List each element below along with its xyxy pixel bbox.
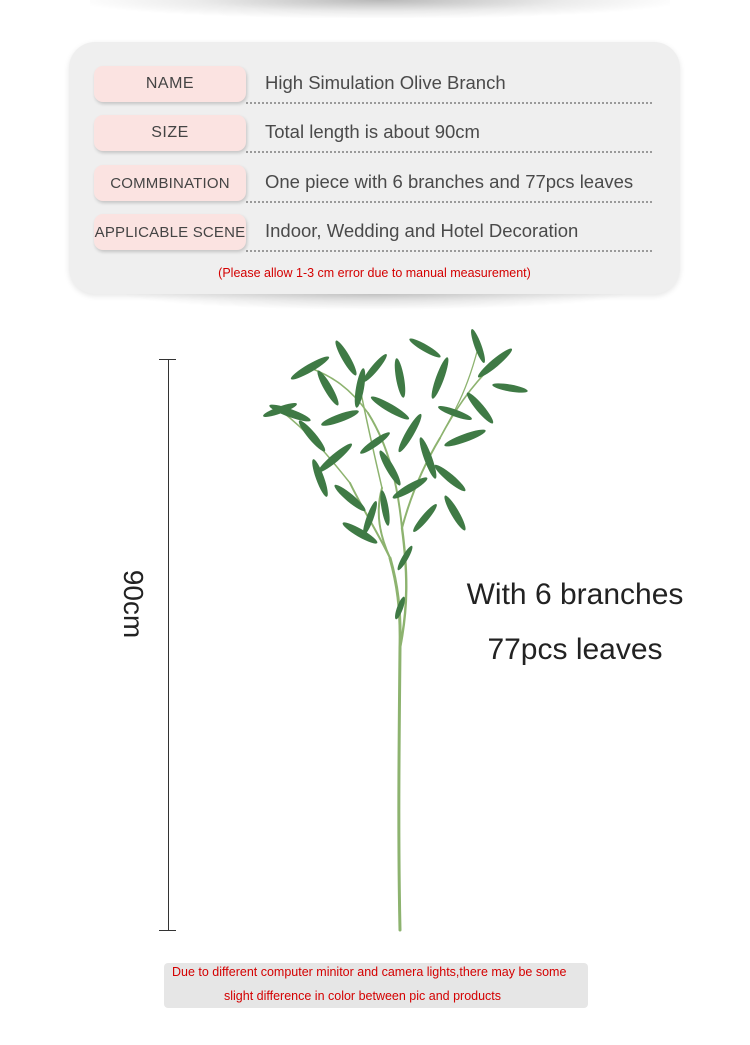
leaf [341,520,380,547]
leaf [315,369,342,408]
spec-card [69,42,680,294]
leaf [437,404,473,423]
dotted-divider [246,201,652,203]
spec-label-scene: APPLICABLE SCENE [94,214,246,250]
dotted-divider [246,151,652,153]
dotted-divider [246,250,652,252]
feature-branches: With 6 branches [466,578,684,611]
spec-value-scene: Indoor, Wedding and Hotel Decoration [265,220,579,241]
dotted-divider [246,102,652,104]
leaf [320,407,360,428]
color-disclaimer [164,963,588,1008]
leaf [492,381,529,394]
leaf [408,336,443,360]
leaf [378,490,391,527]
spec-row-combination [94,165,652,205]
ruler-tick-top [159,359,176,360]
leaf [469,328,488,364]
feature-leaves: 77pcs leaves [487,633,663,666]
leaf [332,482,368,514]
spec-row-scene [94,214,652,254]
disclaimer-line-2: slight difference in color between pic and products [224,989,502,1003]
leaf [464,390,496,426]
olive-branch-image [250,318,530,938]
spec-label-size: SIZE [94,115,246,151]
measurement-note: (Please allow 1-3 cm error due to manual measurement) [218,266,531,280]
ruler-label: 90cm [118,569,149,639]
card-shadow [120,294,630,310]
spec-label-combination: COMMBINATION [94,165,246,201]
leaf [361,352,390,384]
leaf [429,356,452,400]
leaf [393,358,408,399]
spec-value-combination: One piece with 6 branches and 77pcs leaves [265,171,634,192]
leaf [443,427,487,450]
ruler-line [168,360,169,931]
leaf [411,502,440,534]
leaf [333,339,360,378]
leaf [432,462,468,494]
disclaimer-line-1: Due to different computer minitor and camera lights,there may be some [172,965,567,979]
spec-row-size [94,115,652,155]
leaf [369,394,411,423]
leaf [396,412,425,454]
spec-label-name: NAME [94,66,246,102]
top-shadow-divider [90,0,670,18]
spec-value-size: Total length is about 90cm [265,121,480,142]
ruler-tick-bottom [159,930,176,931]
leaf [417,436,440,480]
spec-value-name: High Simulation Olive Branch [265,72,506,93]
spec-row-name [94,66,652,106]
leaf [442,494,469,533]
